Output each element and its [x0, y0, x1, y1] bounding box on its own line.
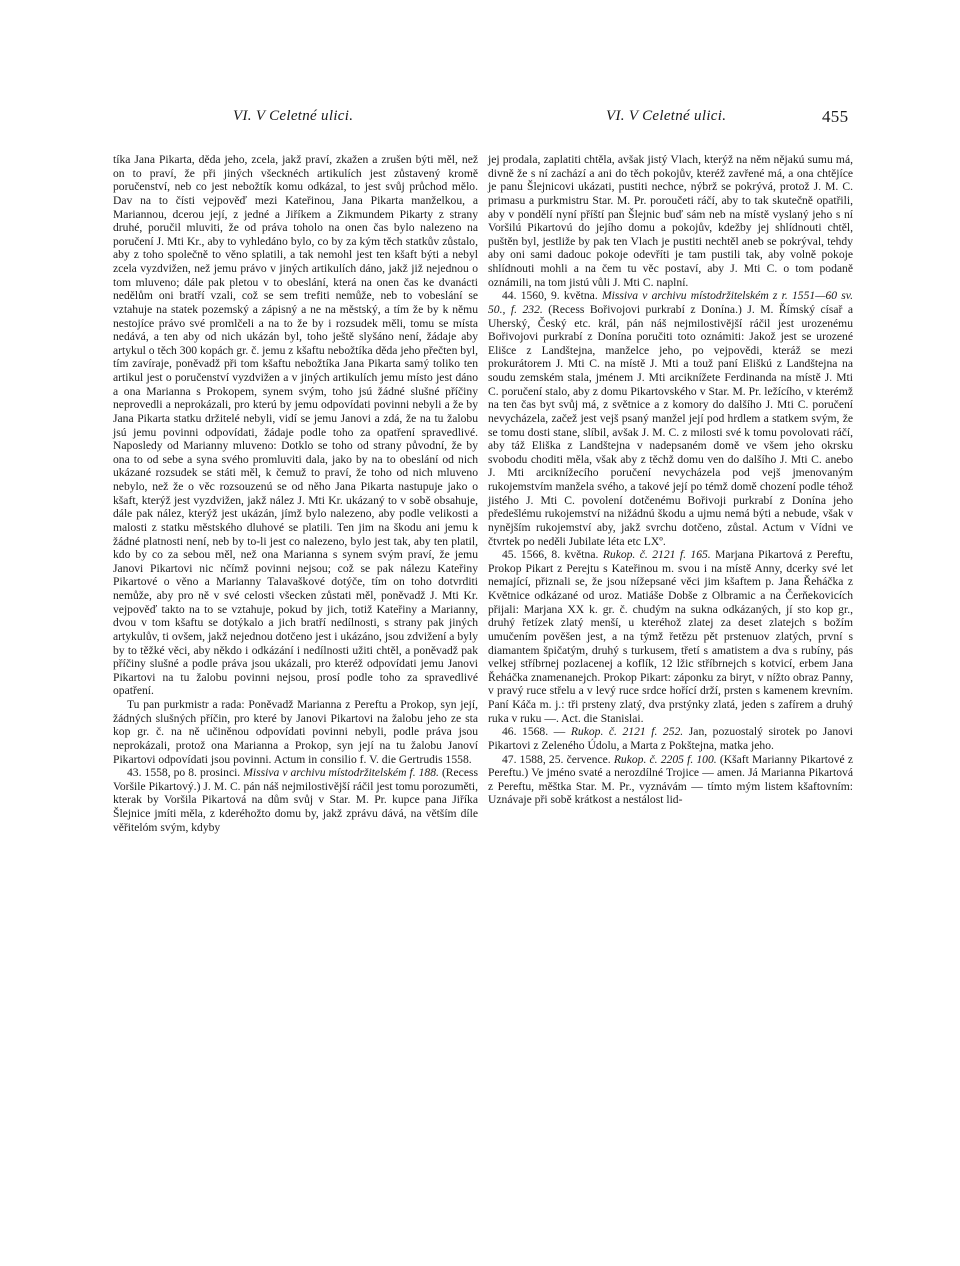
left-paragraph-1: tíka Jana Pikarta, děda jeho, zcela, jakž praví, zkažen a zrušen býti měl, než on to praví, že při jiných všecknéch artikulích jest zůstavený kromě poručenství, neb co jest nebožtík komu odkázal, to jest svůj průchod mělo. Dav na to čísti vejpověď mezi Kateřinou, Jana Pikarta manželkou, a Mariannou, dcerou její, z jedné a Jiříkem a Zikmundem Pikarty z strany druhé, poručil mluviti, že od práva toholo na onen čas bylo nalezeno na poručení J. Mti Kr., aby to vyhledáno bylo, co by za kým těch statkův zůstalo, aby z toho společně to věno splatili, a tak nemohl jest ten kšaft býti a nebyl zcela vyzdvižen, než jemu právo v jiných artikulích dáno, jakž již nejednou o tom mluveno; dále pak pletou v to obeslání, která na onen čas ke dvanácti nedělům oni bratří vzali, což se sem trefiti nemůže, neb to vobeslání se vztahuje na statek pozemský a zápisný a ne na městský, a tím že by k němu nestojíce právo své promlčeli a na to že by i rozsudek měli, tomu se místa nedává, a ten aby od nich ukázán byl, toho ještě slyšáno není, žádaje aby artykul o těch 300 kopách gr. č. jemu z kšaftu nebožtíka děda jeho přečten byl, tím zavíraje, poněvadž při tom kšaftu nebožtíka Jana Pikarta samý toliko ten artikul jest o poručenství vyzdvižen a v jiných artikulích jemu místo jest dáno a ona Marianna s Prokopem, synem svým, toho jsú žádné slušné příčiny neprovedli a neprokázali, pro kterú by jemu odpovídati povinni nebyli a že by Jana Pikarta statku držitelé nebyli, vidí se jemu Janovi a zdá, že na tu žalobu jsú jemu povinni odpovídati, žádaje podle toho za opatření spravedlivé. Naposledy od Marianny mluveno: Dotklo se toho od strany původní, že by ona to od sebe a syna svého promluviti dala, jako by na to obeslání od nich ukázané rozsudek se státi měl, k čemuž to praví, že toho od nich mluveno nebylo, než že o věc rozsouzenú se od něho Jana Pikarta nastupuje jako o kšaft, kterýž jest vyzdvižen, jakž nález J. Mti Kr. ukázaný to v sobě obsahuje, dále pak nález, kterýž jest ukázán, jímž bylo nalezeno, aby podle velikosti a malosti z statku městského dluhové se platili. Ten jim na škodu ani jemu k žádné platnosti není, neb by to-li jest co nalezeno, bylo jest tak, aby ten platil, kdo by co za sebou měl, než ona Marianna s synem svým praví, že jemu Janovi Pikartovi nic nčímž povinni nejsou; což se pak nálezu Kateřiny Pikartové o věno a Marianny Talavaškové dotýče, tím on toho dotvrditi nemůže, aby pro ně v své celosti všecken zůstati měl, poněvadž J. Mti Kr. vejpověď takto na to se vztahuje, pokud by jich, totiž Kateřiny a Marianny, dvou v tom kšaftu se dotýkalo a jich bratří nedílnosti, s strany pak jiných artykulův, ti ovšem, jakž nejednou dotčeno jest i ukázáno, jsou zdvižení a byly by to těžké věci, aby někdo i odkázání i nedílnosti užiti chtěl, a poněvadž pak příčiny slušné a podle práva jsou ukázali, pro kteréž odpovídati jemu Janovi Pikartovi na tu žalobu povinni nejsou, prosí podle toho za spravedlivé opatření. — [113, 153, 478, 698]
entry-43-citation: Missiva v archivu místodržitelském f. 188. — [243, 766, 439, 780]
entry-44-citation: Missiva v archivu místodržitelském z r. 1551—60 sv. 50., f. 232. — [488, 289, 853, 316]
entry-44-text: (Recess Bořivojovi purkrabí z Donína.) J. M. Římský císař a Uherský, Český etc. král, pán náš nejmilostivější ráčil jest urozenému Bořivojovi purkrabí z Donína poručiti toto oznámiti: Jakož jest se urozené Elišce z Landštejna, manželce jeho, po vejpovědi, kteráž se mezi prokurátorem J. Mti C. na místě J. Mti a touž paní Eliškú z Landštejna na soudu zemském stala, jménem J. Mti arciknížete Ferdinanda na místě J. Mti C. poručení stalo, aby z domu Pikartovského v Star. M. Pr. ležícího, v kterémž na ten čas byt svůj má, z světnice a z komory do dalšího J. Mti C. poručení nevycházela, začež jest vejš psaný manžel její pod hrdlem a statkem svým, že se tomu dosti stane, slíbil, avšak J. M. C. z milosti své k tomu povolovati ráčí, aby táž Eliška z Landštejna v nadepsaném domě ve všem jeho okrsku svobodu choditi měla, však aby z těchž domu ven do dalšího J. Mti C. anebo J. Mti arciknížecího poručení nevycházela pod vejš jmenovaným rukojemstvím manžela svého, a takové její po témž domě chození podle téhož jistého J. Mti C. povolení dotčenému Bořivoji purkrabí z Donína jeho předešlému rukojemství na nižádnú škodu a ujmu nemá býti a nebude, však v nynějším rukojemství aby, jakž svrchu dotčeno, zůstal. Actum v Vídni ve čtvrtek po neděli Jubilate léta etc LXº. — [488, 302, 853, 548]
page-number: 455 — [822, 107, 849, 126]
right-paragraph-1: jej prodala, zaplatiti chtěla, avšak jistý Vlach, kterýž na něm nějakú sumu má, divně že s ní zachází a ani do těch pokojův, kteréž zavřené má, a ona chtějíce je panu Šlejnicovi ukázati, pustiti nechce, nýbrž se pokrývá, protož J. M. C. primasu a purkmistru Star. M. Pr. poroučeti ráčí, aby to tak skutečně opatřili, aby v pondělí nyní příští pan Šlejnic buď sám neb na místě vyslaný jeho s ní Voršilú Pikartovú do jejího domu a pokojův, kdežby jej shlídnouti chtěl, puštěn byl, jestliže by pak ten Vlach je pustiti nechtěl aneb se pokrýval, tehdy aby oni sami dadouc pokoje odevříti je tam pustili tak, aby volně pokoje shlídnouti mohli a na čem tu věc postaví, aby J. Mti C. o tom podaně oznámili, na tom jistú vůli J. Mti C. naplní. — [488, 153, 853, 289]
entry-45-citation: Rukop. č. 2121 f. 165. — [602, 548, 711, 562]
entry-43-text: (Recess Voršile Pikartový.) J. M. C. pán náš nejmilostivější ráčil jest tomu porozuměti, kterak by Voršila Pikartová na dům svůj v Star. M. Pr. kupce pana Jiříka Šlejnice jmíti měla, z kderéhožto domu by, jakž zprávu dává, na větším díle věřitelóm svým, kdyby — [113, 766, 478, 834]
entry-44 — [488, 289, 853, 548]
entry-47-citation: Rukop. č. 2205 f. 100. — [613, 752, 717, 766]
entry-46-text: Jan, pozuostalý sirotek po Janovi Pikartovi z Zeleného Údolu, a Marta z Pokštejna, matka jeho. — [488, 725, 853, 752]
entry-47-lead: 47. 1588, 25. července. — [502, 752, 611, 766]
left-paragraph-2: Tu pan purkmistr a rada: Poněvadž Marianna z Pereftu a Prokop, syn její, žádných slušných příčin, pro které by Janovi Pikartovi na žalobu jeho ze sta kop gr. č. na ně učiněnou odpovídati povinni nebyli, podle práva jsou neprokázali, protož ona Marianna a Prokop, syn její na tu žalobu Janoví Pikartovi odpovídati jsou povinni. Actum in consilio f. V. die Gertrudis 1558. — [113, 698, 478, 766]
right-running-head: VI. V Celetné ulici. — [606, 108, 727, 124]
entry-46 — [488, 725, 853, 752]
entry-47-text: (Kšaft Marianny Pikartové z Pereftu.) Ve jméno svaté a nerozdílné Trojice — amen. Já Marianna Pikartová z Pereftu, měštka Star. M. Pr., vyznávám — tímto mým listem kšaftovním: Uznávaje při sobě krátkost a nestálost lid- — [488, 752, 853, 807]
left-running-head: VI. V Celetné ulici. — [233, 108, 354, 124]
right-column — [488, 153, 853, 807]
left-column — [113, 153, 478, 834]
entry-45 — [488, 548, 853, 725]
entry-45-lead: 45. 1566, 8. května. — [502, 548, 599, 562]
entry-43 — [113, 766, 478, 834]
running-header — [0, 108, 960, 132]
entry-46-citation: Rukop. č. 2121 f. 252. — [570, 725, 684, 739]
entry-45-text: Marjana Pikartová z Pereftu, Prokop Pikart z Perejtu s Kateřinou m. svou i na místě Anny, dcerky své let nemající, přiznali se, že jsou nížepsané věci jim kšaftem p. Jana Řeháčka z Květnice odkázané od uroz. Matiáše Dobše z Olbramic a na Čerňekovicích přijali: Marjana XX k. gr. č. chudým na sukna odkázaných, jí sto kop gr., druhý řetízek zlatý menší, u kteréhož zlatej za deset zlatejch s božím umučením pověšen jest, a na týmž řetězu pět prstenuov zlatých, první s diamantem špičatým, druhý s turkusem, třetí s amatistem a dva s rubíny, pás velkej stříbrnej pozlacenej a koflík, 12 lžic stříbrnejch s kotvicí, erbem Jana Řeháčka znamenanejch. Prokop Pikart: záponku za biryt, v nížto obraz Panny, v pravý ruce střelu a v levý ruce srdce hořící drží, prsten s kamenem krevním. Paní Káča m. j.: tři prsteny zlatý, dva prstýnky zlatá, jeden s zafírem a druhý ruka v ruku —. Act. die Stanislai. — [488, 548, 853, 725]
entry-47 — [488, 753, 853, 808]
entry-46-lead: 46. 1568. — — [502, 725, 566, 739]
entry-43-lead: 43. 1558, po 8. prosinci. — [127, 766, 241, 780]
entry-44-lead: 44. 1560, 9. května. — [502, 289, 598, 303]
